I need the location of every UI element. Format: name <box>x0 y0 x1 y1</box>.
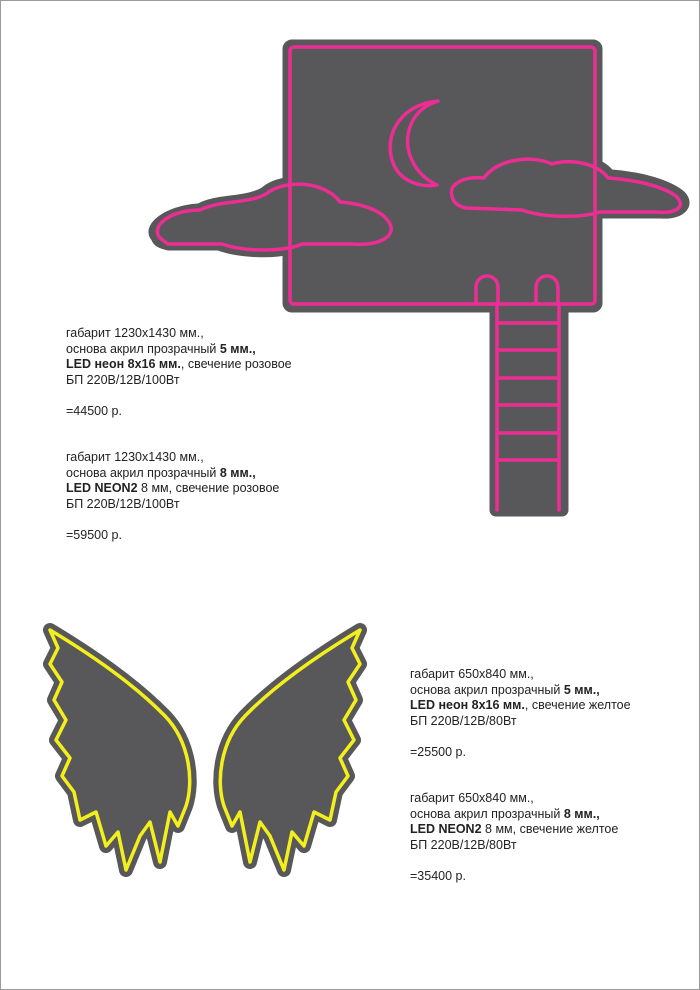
size-line: габарит 1230x1430 мм., <box>66 326 204 340</box>
base-thickness: 8 мм., <box>219 465 256 480</box>
size-line: габарит 1230x1430 мм., <box>66 450 204 464</box>
price: =25500 р. <box>410 744 466 759</box>
base-thickness: 8 мм., <box>563 806 600 821</box>
sign1-option-2 <box>66 450 292 543</box>
led-line: LED NEON2 8 мм, свечение розовое <box>66 481 280 495</box>
power-line: БП 220В/12В/100Вт <box>66 496 180 511</box>
base-thickness: 5 мм., <box>563 682 600 697</box>
base-line: основа акрил прозрачный 5 мм., <box>66 341 256 356</box>
base-line: основа акрил прозрачный 8 мм., <box>410 806 600 821</box>
sign2-specs <box>410 667 631 884</box>
power-line: БП 220В/12В/100Вт <box>66 372 180 387</box>
base-thickness: 5 мм., <box>219 341 256 356</box>
led-line: LED NEON2 8 мм, свечение желтое <box>410 822 619 836</box>
base-line: основа акрил прозрачный 8 мм., <box>66 465 256 480</box>
sign1-specs <box>66 326 292 543</box>
power-line: БП 220В/12В/80Вт <box>410 837 517 852</box>
size-line: габарит 650x840 мм., <box>410 791 534 805</box>
led-name: LED NEON2 <box>66 481 138 495</box>
led-name: LED неон 8х16 мм. <box>410 698 525 712</box>
size-line: габарит 650x840 мм., <box>410 667 534 681</box>
sign2-option-1 <box>410 667 631 760</box>
led-name: LED неон 8х16 мм. <box>66 357 181 371</box>
price: =44500 р. <box>66 403 122 418</box>
price: =59500 р. <box>66 527 122 542</box>
led-name: LED NEON2 <box>410 822 482 836</box>
led-line: LED неон 8х16 мм., свечение желтое <box>410 698 631 712</box>
led-line: LED неон 8х16 мм., свечение розовое <box>66 357 292 371</box>
base-line: основа акрил прозрачный 5 мм., <box>410 682 600 697</box>
sign2-base <box>50 630 360 870</box>
sign1-option-1 <box>66 326 292 419</box>
sign2-option-2 <box>410 791 631 884</box>
price: =35400 р. <box>410 868 466 883</box>
power-line: БП 220В/12В/80Вт <box>410 713 517 728</box>
